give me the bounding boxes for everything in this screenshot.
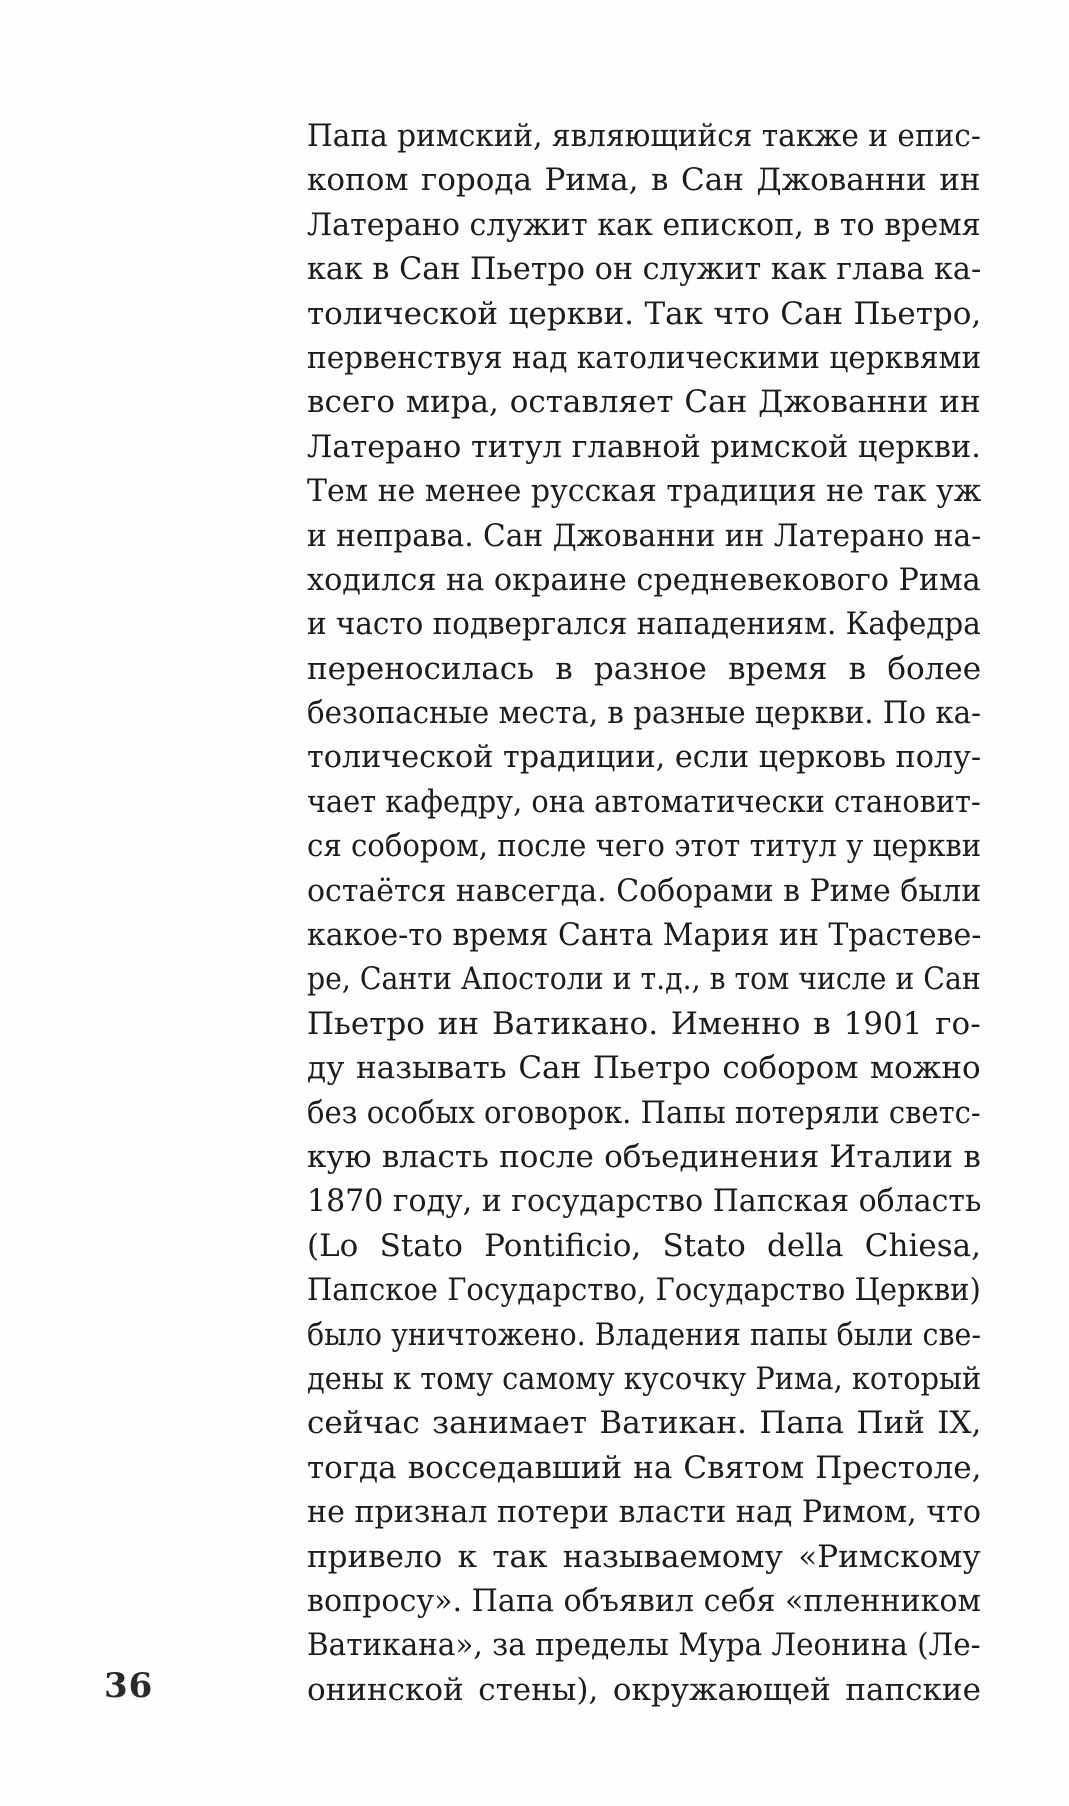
text-line: какое-то время Санта Мария ин Трастеве- — [307, 917, 982, 954]
text-line: и неправа. Сан Джованни ин Латерано на- — [307, 517, 982, 554]
text-line: ду называть Сан Пьетро собором можно — [307, 1050, 981, 1087]
text-line: дены к тому самому кусочку Рима, который — [307, 1360, 982, 1397]
body-text — [307, 114, 981, 1712]
text-line: (Lo Stato Pontificio, Stato della Chiesa, — [307, 1227, 981, 1264]
text-line: Латерано титул главной римской церкви. — [307, 428, 981, 465]
text-line: и часто подвергался нападениям. Кафедра — [307, 606, 981, 643]
text-line: Папа римский, являющийся также и епис- — [307, 118, 981, 154]
text-line: ся собором, после чего этот титул у церкви — [307, 828, 982, 865]
text-line: Пьетро ин Ватикано. Именно в 1901 го- — [307, 1005, 981, 1042]
text-line: Папское Государство, Государство Церкви) — [307, 1272, 981, 1309]
text-line: толической традиции, если церковь полу- — [307, 739, 982, 776]
text-line: остаётся навсегда. Соборами в Риме были — [307, 872, 982, 909]
text-line: толической церкви. Так что Сан Пьетро, — [307, 295, 982, 332]
text-line: 1870 году, и государство Папская область — [307, 1183, 982, 1220]
text-line: чает кафедру, она автоматически становит- — [307, 783, 981, 820]
text-line: всего мира, оставляет Сан Джованни ин — [307, 384, 981, 421]
text-line: копом города Рима, в Сан Джованни ин — [307, 162, 981, 199]
text-line: ре, Санти Апостоли и т.д., в том числе и Сан — [307, 961, 981, 998]
text-line: как в Сан Пьетро он служит как глава ка- — [307, 251, 982, 288]
page-number: 36 — [104, 1666, 154, 1706]
text-line: не признал потери власти над Римом, что — [307, 1494, 981, 1531]
text-line: вопросу». Папа объявил себя «пленником — [307, 1582, 981, 1619]
text-line: Латерано служит как епископ, в то время — [307, 206, 981, 243]
text-line: тогда восседавший на Святом Престоле, — [307, 1449, 982, 1486]
text-line: кую власть после объединения Италии в — [307, 1138, 981, 1175]
text-line: Ватикана», за пределы Мура Леонина (Ле- — [307, 1627, 981, 1664]
text-line: привело к так называемому «Римскому — [307, 1538, 981, 1575]
text-line: Тем не менее русская традиция не так уж — [307, 473, 982, 510]
text-line: первенствуя над католическими церквями — [307, 339, 982, 376]
text-line: без особых оговорок. Папы потеряли светс- — [307, 1094, 981, 1131]
text-line: переносилась в разное время в более — [307, 650, 982, 687]
text-line: было уничтожено. Владения папы были све- — [307, 1316, 981, 1353]
text-line: онинской стены), окружающей папские — [307, 1671, 981, 1708]
text-line: безопасные места, в разные церкви. По ка- — [307, 695, 982, 732]
text-line: ходился на окраине средневекового Рима — [307, 561, 981, 598]
text-line: сейчас занимает Ватикан. Папа Пий IX, — [307, 1405, 982, 1442]
